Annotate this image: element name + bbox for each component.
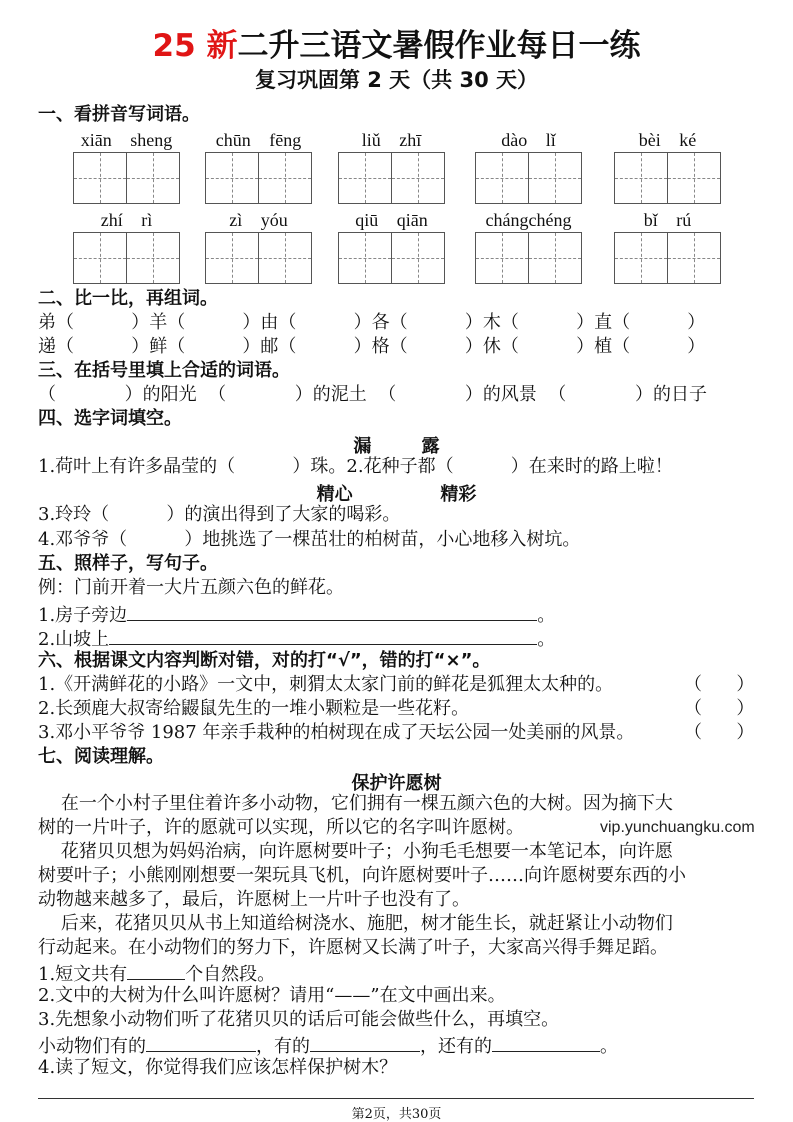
fill-question-3: 3.玲玲（ ）的演出得到了大家的喝彩。: [38, 504, 401, 525]
char-box[interactable]: [339, 153, 392, 203]
compare-row-2: 递（ ）鲜（ ）邮（ ）格（ ）休（ ）植（ ）: [38, 336, 706, 357]
pinyin-label: xiān sheng: [80, 130, 173, 150]
pinyin-grid: [475, 130, 582, 204]
q-end: 。: [537, 629, 556, 650]
fill-question-1-2: 1.荷叶上有许多晶莹的（ ）珠。2.花种子都（ ）在来时的路上啦！: [38, 456, 673, 477]
char-box[interactable]: [74, 153, 127, 203]
pinyin-label: dào lǐ: [501, 130, 556, 150]
compare-row-1: 弟（ ）羊（ ）由（ ）各（ ）木（ ）直（ ）: [38, 312, 706, 333]
pinyin-grid: [338, 210, 445, 284]
reading-question-3-fill: [38, 1033, 618, 1058]
reading-question-3: 3.先想象小动物们听了花猪贝贝的话后可能会做些什么，再填空。: [38, 1009, 560, 1030]
story-line: 行动起来。在小动物们的努力下，许愿树又长满了叶子，大家高兴得手舞足蹈。: [38, 937, 668, 958]
answer-blank[interactable]: [146, 1033, 256, 1052]
writing-boxes[interactable]: [614, 152, 721, 204]
pinyin-label: zì yóu: [229, 210, 288, 230]
char-box[interactable]: [476, 233, 529, 283]
answer-blank[interactable]: [127, 961, 185, 980]
page-footer: 第2页，共30页: [351, 1107, 442, 1122]
char-box[interactable]: [74, 233, 127, 283]
reading-question-1: [38, 961, 275, 986]
pinyin-grid: [73, 210, 180, 284]
page-title: [0, 20, 793, 65]
sentence-question-2: [38, 626, 555, 651]
judge-paren-1[interactable]: （ ）: [684, 674, 755, 695]
pinyin-grid: [614, 210, 721, 284]
pinyin-label: liǔ zhī: [361, 130, 422, 150]
story-line: 树的一片叶子，许的愿就可以实现，所以它的名字叫许愿树。: [38, 817, 524, 838]
reading-question-4: 4.读了短文，你觉得我们应该怎样保护树木？: [38, 1057, 398, 1078]
writing-boxes[interactable]: [338, 152, 445, 204]
story-title: 保护许愿树: [351, 773, 442, 794]
pinyin-grid: [614, 130, 721, 204]
writing-boxes[interactable]: [205, 152, 312, 204]
word-choice-1: 漏 露: [353, 436, 440, 457]
char-box[interactable]: [127, 153, 179, 203]
pinyin-label: qiū qiān: [355, 210, 428, 230]
pinyin-label: chángchéng: [485, 210, 572, 230]
fill-phrases-row: （ ）的阳光 （ ）的泥土 （ ）的风景 （ ）的日子: [38, 384, 707, 405]
section-4-heading: 四、选字词填空。: [38, 408, 182, 429]
q-end: 。: [600, 1036, 618, 1057]
section-2-heading: 二、比一比，再组词。: [38, 288, 218, 309]
answer-blank[interactable]: [310, 1033, 420, 1052]
watermark: vip.yunchuangku.com: [600, 819, 755, 836]
char-box[interactable]: [668, 233, 720, 283]
char-box[interactable]: [615, 233, 668, 283]
answer-blank[interactable]: [109, 626, 537, 645]
char-box[interactable]: [339, 233, 392, 283]
answer-blank[interactable]: [492, 1033, 600, 1052]
page-subtitle: 复习巩固第 2 天（共 30 天）: [254, 68, 539, 92]
pinyin-grid: [205, 210, 312, 284]
writing-boxes[interactable]: [205, 232, 312, 284]
writing-boxes[interactable]: [73, 232, 180, 284]
char-box[interactable]: [529, 233, 581, 283]
pinyin-grid: [205, 130, 312, 204]
answer-line: [38, 1098, 754, 1099]
story-line: 在一个小村子里住着许多小动物，它们拥有一棵五颜六色的大树。因为摘下大: [38, 793, 673, 814]
pinyin-grid: [475, 210, 582, 284]
char-box[interactable]: [259, 153, 311, 203]
q-end: 个自然段。: [185, 964, 276, 985]
fill-question-4: 4.邓爷爷（ ）地挑选了一棵茁壮的柏树苗，小心地移入树坑。: [38, 529, 581, 550]
char-box[interactable]: [206, 153, 259, 203]
pinyin-grid: [73, 130, 180, 204]
title-main: 二升三语文暑假作业每日一练: [237, 28, 641, 64]
char-box[interactable]: [615, 153, 668, 203]
judge-item-2: 2.长颈鹿大叔寄给鼹鼠先生的一堆小颗粒是一些花籽。: [38, 698, 470, 719]
section-7-heading: 七、阅读理解。: [38, 746, 164, 767]
pinyin-grid: [338, 130, 445, 204]
section-6-heading: 六、根据课文内容判断对错，对的打“√”，错的打“×”。: [38, 650, 491, 671]
section-3-heading: 三、在括号里填上合适的词语。: [38, 360, 290, 381]
q-end: 。: [537, 605, 556, 626]
writing-boxes[interactable]: [475, 152, 582, 204]
char-box[interactable]: [668, 153, 720, 203]
judge-paren-2[interactable]: （ ）: [684, 698, 755, 719]
pinyin-label: chūn fēng: [215, 130, 302, 150]
sentence-example: 例：门前开着一大片五颜六色的鲜花。: [38, 577, 344, 598]
answer-blank[interactable]: [127, 602, 537, 621]
char-box[interactable]: [206, 233, 259, 283]
writing-boxes[interactable]: [338, 232, 445, 284]
char-box[interactable]: [259, 233, 311, 283]
char-box[interactable]: [529, 153, 581, 203]
judge-item-1: 1.《开满鲜花的小路》一文中，刺猬太太家门前的鲜花是狐狸太太种的。: [38, 674, 614, 695]
story-line: 树要叶子；小熊刚刚想要一架玩具飞机，向许愿树要叶子……向许愿树要东西的小: [38, 865, 686, 886]
q-label: 2.山坡上: [38, 629, 110, 650]
judge-paren-3[interactable]: （ ）: [684, 722, 755, 743]
char-box[interactable]: [392, 233, 444, 283]
writing-boxes[interactable]: [73, 152, 180, 204]
judge-item-3: 3.邓小平爷爷 1987 年亲手栽种的柏树现在成了天坛公园一处美丽的风景。: [38, 722, 635, 743]
pinyin-label: zhí rì: [100, 210, 153, 230]
story-line: 花猪贝贝想为妈妈治病，向许愿树要叶子；小狗毛毛想要一本笔记本，向许愿: [38, 841, 673, 862]
story-line: 后来，花猪贝贝从书上知道给树浇水、施肥，树才能生长，就赶紧让小动物们: [38, 913, 673, 934]
title-prefix: 25 新: [152, 28, 238, 64]
pinyin-label: bèi ké: [638, 130, 697, 150]
char-box[interactable]: [127, 233, 179, 283]
story-line: 动物越来越多了，最后，许愿树上一片叶子也没有了。: [38, 889, 470, 910]
writing-boxes[interactable]: [475, 232, 582, 284]
section-5-heading: 五、照样子，写句子。: [38, 553, 218, 574]
writing-boxes[interactable]: [614, 232, 721, 284]
pinyin-label: bǐ rú: [643, 210, 692, 230]
q-label: ，还有的: [420, 1036, 492, 1057]
section-1-heading: 一、看拼音写词语。: [38, 104, 200, 125]
word-choice-2: 精心 精彩: [316, 484, 477, 505]
reading-question-2: 2.文中的大树为什么叫许愿树？请用“——”在文中画出来。: [38, 985, 506, 1006]
q-label: ，有的: [256, 1036, 310, 1057]
q-label: 1.短文共有: [38, 964, 128, 985]
q-label: 1.房子旁边: [38, 605, 128, 626]
char-box[interactable]: [392, 153, 444, 203]
sentence-question-1: [38, 602, 555, 627]
char-box[interactable]: [476, 153, 529, 203]
q-label: 小动物们有的: [38, 1036, 146, 1057]
